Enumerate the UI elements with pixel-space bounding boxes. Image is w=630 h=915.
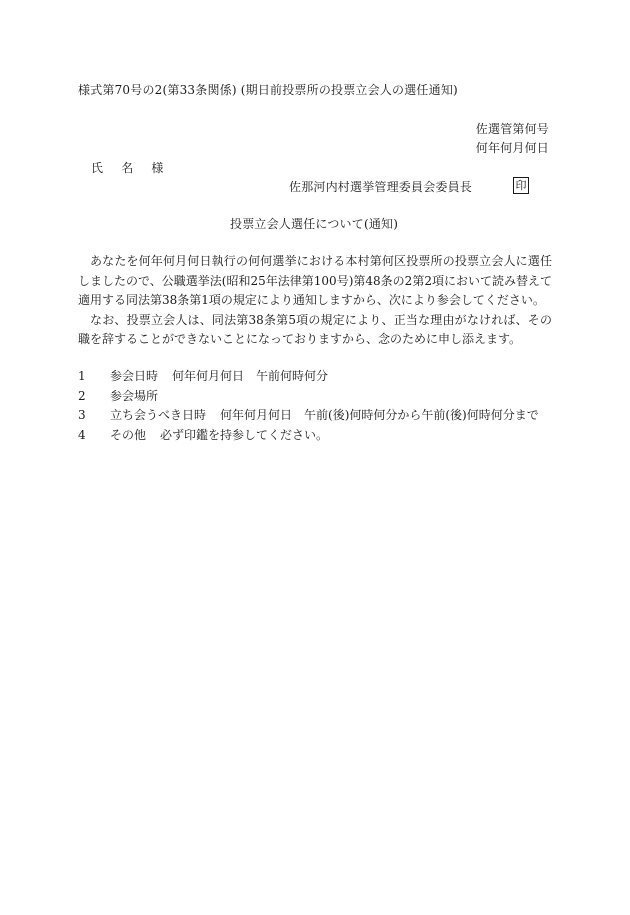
seal-stamp: 印 [513, 177, 529, 194]
item-number: 3 [78, 408, 86, 422]
document-date: 何年何月何日 [475, 141, 549, 155]
item-label: その他 [110, 427, 147, 442]
item-number: 1 [78, 369, 86, 383]
addressee-name: 名 [121, 161, 134, 175]
item-label: 参会日時 [110, 369, 159, 383]
list-item [78, 367, 539, 387]
item-number: 4 [78, 427, 86, 442]
body-paragraph-1: あなたを何年何月何日執行の何何選挙における本村第何区投票所の投票立会人に選任しましたので、公職選挙法(昭和25年法律第100号)第48条の2第2項において読み替えて適用する同法第38条第1項の規定により通知しますから、次により参会してください。 [78, 254, 552, 307]
item-value: 何年何月何日 午前何時何分 [172, 369, 329, 383]
list-item [78, 426, 539, 446]
item-value: 何年何月何日 午前(後)何時何分から午前(後)何時何分まで [220, 408, 539, 422]
item-label: 参会場所 [110, 388, 159, 403]
body-text [78, 252, 552, 350]
item-value: 必ず印鑑を持参してください。 [160, 427, 329, 442]
addressee [91, 162, 164, 174]
form-title: 様式第70号の2(第33条関係) (期日前投票所の投票立会人の選任通知) [78, 83, 458, 97]
document-number: 佐選管第何号 [475, 122, 549, 136]
item-number: 2 [78, 388, 86, 403]
list-item [78, 406, 539, 426]
body-paragraph-2: なお、投票立会人は、同法第38条第5項の規定により、正当な理由がなければ、その職を辞することができないことになっておりますから、念のために申し添えます。 [78, 312, 552, 346]
item-label: 立ち会うべき日時 [110, 408, 207, 422]
list-item [78, 387, 539, 407]
addressee-honorific: 様 [151, 161, 164, 175]
document-subject: 投票立会人選任について(通知) [230, 217, 399, 231]
item-list [78, 367, 539, 445]
addressee-surname: 氏 [91, 161, 104, 175]
sender-title: 佐那河内村選挙管理委員会委員長 [289, 180, 473, 194]
